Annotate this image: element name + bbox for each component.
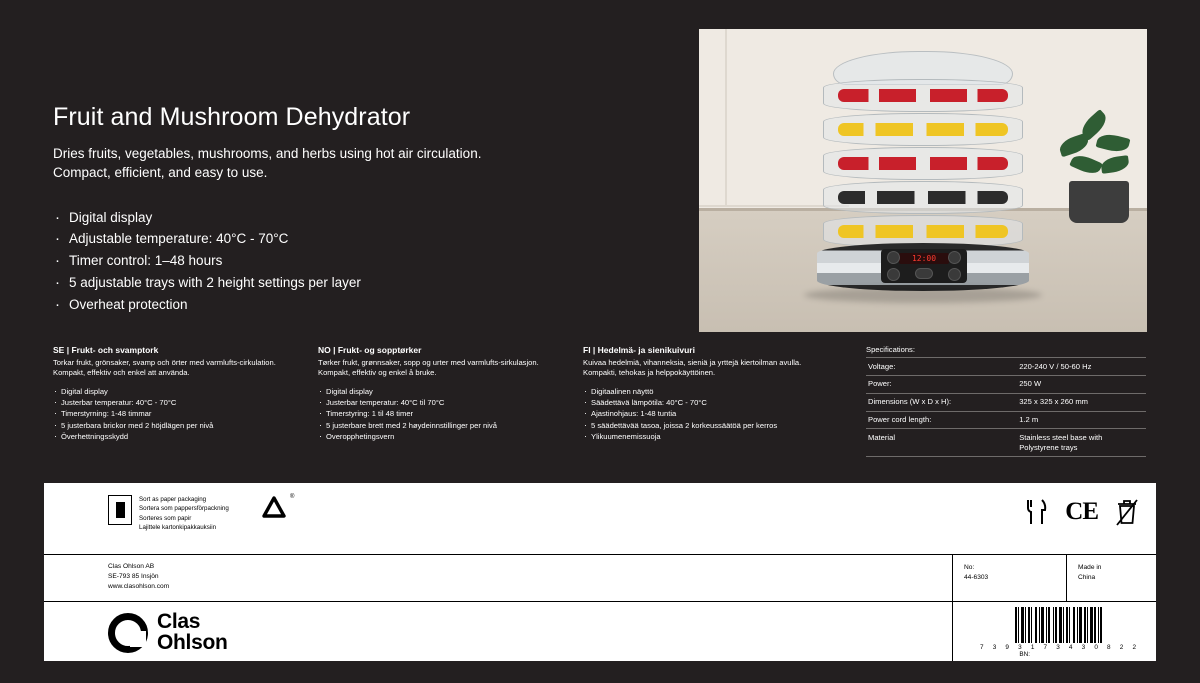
product-shadow <box>804 287 1042 303</box>
language-column-se <box>53 345 318 442</box>
table-row <box>866 429 1146 457</box>
barcode <box>978 607 1138 651</box>
packaging-line: Sorteres som papir <box>139 514 192 522</box>
list-item: · Ajastinohjaus: 1-48 tuntia <box>583 408 830 419</box>
clas-ohlson-logo-icon <box>108 613 148 653</box>
barcode-digit: 3 <box>1056 644 1060 651</box>
barcode-digit: 7 <box>1043 644 1048 651</box>
spec-key: Power cord length: <box>866 411 1017 429</box>
food-safe-icon <box>1023 497 1049 527</box>
language-feature-list <box>53 386 300 443</box>
paper-packaging-icon <box>108 495 132 525</box>
label-top-row <box>44 483 1156 555</box>
barcode-digit: 1 <box>1030 644 1035 651</box>
label-divider-vertical <box>952 555 953 601</box>
specifications-title: Specifications: <box>866 345 915 354</box>
origin-block <box>1078 563 1101 583</box>
hero-subtitle <box>53 144 663 183</box>
panel-knob-top-right[interactable] <box>948 251 961 264</box>
panel-knob-bottom-right[interactable] <box>948 268 961 281</box>
packaging-line: Sortera som pappersförpackning <box>139 505 229 513</box>
barcode-digit: 2 <box>1119 644 1124 651</box>
article-number-value: 44-6303 <box>964 573 989 581</box>
tray-3 <box>823 147 1023 180</box>
list-item: · Overopphetingsvern <box>318 431 565 442</box>
list-item: · Timerstyrning: 1-48 timmar <box>53 408 300 419</box>
origin-value: China <box>1078 573 1096 581</box>
barcode-digit: 2 <box>1132 644 1136 651</box>
table-row <box>866 375 1146 393</box>
dehydrator-illustration <box>817 51 1029 303</box>
tray-2 <box>823 113 1023 146</box>
language-heading: FI | Hedelmä- ja sienikuivuri <box>583 345 695 355</box>
control-panel <box>881 249 967 283</box>
label-bottom-row <box>44 601 1156 660</box>
language-feature-list <box>583 386 830 443</box>
spec-key: Dimensions (W x D x H): <box>866 393 1017 411</box>
spec-value: Stainless steel base with Polystyrene trays <box>1017 429 1146 457</box>
company-website[interactable]: www.clasohlson.com <box>108 583 170 591</box>
list-item: · Ylikuumenemissuoja <box>583 431 830 442</box>
product-photo <box>699 29 1147 332</box>
origin-label: Made in <box>1078 564 1102 571</box>
barcode-digit: 3 <box>1081 644 1086 651</box>
packaging-sorting-block <box>108 495 229 532</box>
batch-number-label: BN: <box>1019 651 1030 658</box>
list-item: · Adjustable temperature: 40°C - 70°C <box>53 228 663 250</box>
spec-value: 250 W <box>1017 375 1146 393</box>
list-item: · Digital display <box>53 207 663 229</box>
recycling-mobius-icon <box>259 495 289 525</box>
specifications-table <box>866 357 1146 457</box>
table-row <box>866 411 1146 429</box>
barcode-digit: 7 <box>980 644 984 651</box>
page-title: Fruit and Mushroom Dehydrator <box>53 103 411 131</box>
language-description: Tørker frukt, grønnsaker, sopp og urter med varmlufts-sirkulasjon. Kompakt, effektiv og enkel å bruke. <box>318 358 539 378</box>
panel-knob-top-left[interactable] <box>887 251 900 264</box>
list-item: · Timerstyring: 1 til 48 timer <box>318 408 565 419</box>
plant-pot-icon <box>1069 181 1129 223</box>
spec-key: Power: <box>866 375 1017 393</box>
language-column-no <box>318 345 583 442</box>
language-description: Torkar frukt, grönsaker, svamp och örter med varmlufts-cirkulation. Kompakt, effektiv och enkel att använda. <box>53 358 276 378</box>
article-number-label: No: <box>964 564 975 571</box>
registered-trademark-symbol: ® <box>290 494 295 500</box>
list-item: · Justerbar temperatur: 40°C til 70°C <box>318 397 565 408</box>
hero-subtitle-line-2: Compact, efficient, and easy to use. <box>53 165 268 181</box>
list-item: · Digitaalinen näyttö <box>583 386 830 397</box>
list-item: · Säädettävä lämpötila: 40°C - 70°C <box>583 397 830 408</box>
list-item: · Overheat protection <box>53 294 663 316</box>
food-strawberries <box>838 89 1008 102</box>
plant-leaves-icon <box>1053 111 1139 189</box>
article-number-block <box>964 563 988 583</box>
hero-text-block <box>53 104 663 316</box>
language-heading: NO | Frukt- og sopptørker <box>318 345 422 355</box>
barcode-bars <box>978 607 1138 643</box>
list-item: · 5 säädettävää tasoa, joissa 2 korkeussäätöä per kerros <box>583 420 830 431</box>
list-item: · Överhettningsskydd <box>53 431 300 442</box>
barcode-digit: 4 <box>1068 644 1073 651</box>
label-divider-vertical-3 <box>952 602 953 661</box>
list-item: · Digital display <box>53 386 300 397</box>
brand-line-1: Clas <box>157 610 201 633</box>
window-frame-line <box>725 29 727 207</box>
panel-knob-bottom-left[interactable] <box>887 268 900 281</box>
company-address <box>108 562 169 593</box>
table-row <box>866 393 1146 411</box>
barcode-digit: 3 <box>992 644 997 651</box>
brand-wordmark <box>157 612 228 653</box>
company-postal: SE-793 85 Insjön <box>108 573 159 581</box>
packaging-line: Lajittele kartonkipakkauksiin <box>139 523 217 531</box>
weee-bin-icon <box>1114 497 1140 527</box>
language-description: Kuivaa hedelmiä, vihanneksia, sieniä ja yrttejä kiertoilman avulla. Kompakti, tehokas ja helppokäyttöinen. <box>583 358 802 378</box>
list-item: · 5 justerbare brett med 2 høydeinnstillinger per nivå <box>318 420 565 431</box>
list-item: · Digital display <box>318 386 565 397</box>
compliance-icons <box>1023 497 1140 527</box>
food-strawberries <box>838 157 1008 170</box>
tray-4 <box>823 181 1023 214</box>
spec-value: 1.2 m <box>1017 411 1146 429</box>
language-column-fi <box>583 345 848 442</box>
company-name: Clas Ohlson AB <box>108 563 155 570</box>
brand-logo <box>108 612 228 653</box>
spec-key: Material <box>866 429 1017 457</box>
list-item: · 5 adjustable trays with 2 height settings per layer <box>53 272 663 294</box>
food-lemon-slices <box>838 123 1008 136</box>
barcode-digit: 8 <box>1107 644 1111 651</box>
food-mushrooms <box>838 191 1008 204</box>
brand-line-2: Ohlson <box>157 630 228 654</box>
multilingual-section <box>53 345 848 442</box>
spec-value: 325 x 325 x 260 mm <box>1017 393 1146 411</box>
language-feature-list <box>318 386 565 443</box>
packaging-sorting-text <box>139 495 229 532</box>
list-item: · Justerbar temperatur: 40°C - 70°C <box>53 397 300 408</box>
spec-value: 220-240 V / 50-60 Hz <box>1017 358 1146 376</box>
barcode-digit: 9 <box>1005 644 1009 651</box>
specifications-block <box>866 345 1146 457</box>
digital-display: 12:00 <box>899 253 949 264</box>
product-label <box>44 483 1156 661</box>
hero-subtitle-line-1: Dries fruits, vegetables, mushrooms, and herbs using hot air circulation. <box>53 145 482 161</box>
packaging-line: Sort as paper packaging <box>139 496 207 503</box>
barcode-digit: 0 <box>1094 644 1098 651</box>
label-middle-row <box>44 555 1156 601</box>
label-divider-vertical-2 <box>1066 555 1067 601</box>
panel-power-button[interactable] <box>915 268 933 279</box>
spec-key: Voltage: <box>866 358 1017 376</box>
table-row <box>866 358 1146 376</box>
list-item: · 5 justerbara brickor med 2 höjdlägen per nivå <box>53 420 300 431</box>
barcode-digit: 3 <box>1018 644 1022 651</box>
ce-mark-icon: CE <box>1065 498 1098 525</box>
list-item: · Timer control: 1–48 hours <box>53 250 663 272</box>
food-lemon-slices <box>838 225 1008 238</box>
language-heading: SE | Frukt- och svamptork <box>53 345 159 355</box>
tray-1 <box>823 79 1023 112</box>
hero-feature-list <box>53 207 663 316</box>
barcode-digits <box>978 644 1138 651</box>
